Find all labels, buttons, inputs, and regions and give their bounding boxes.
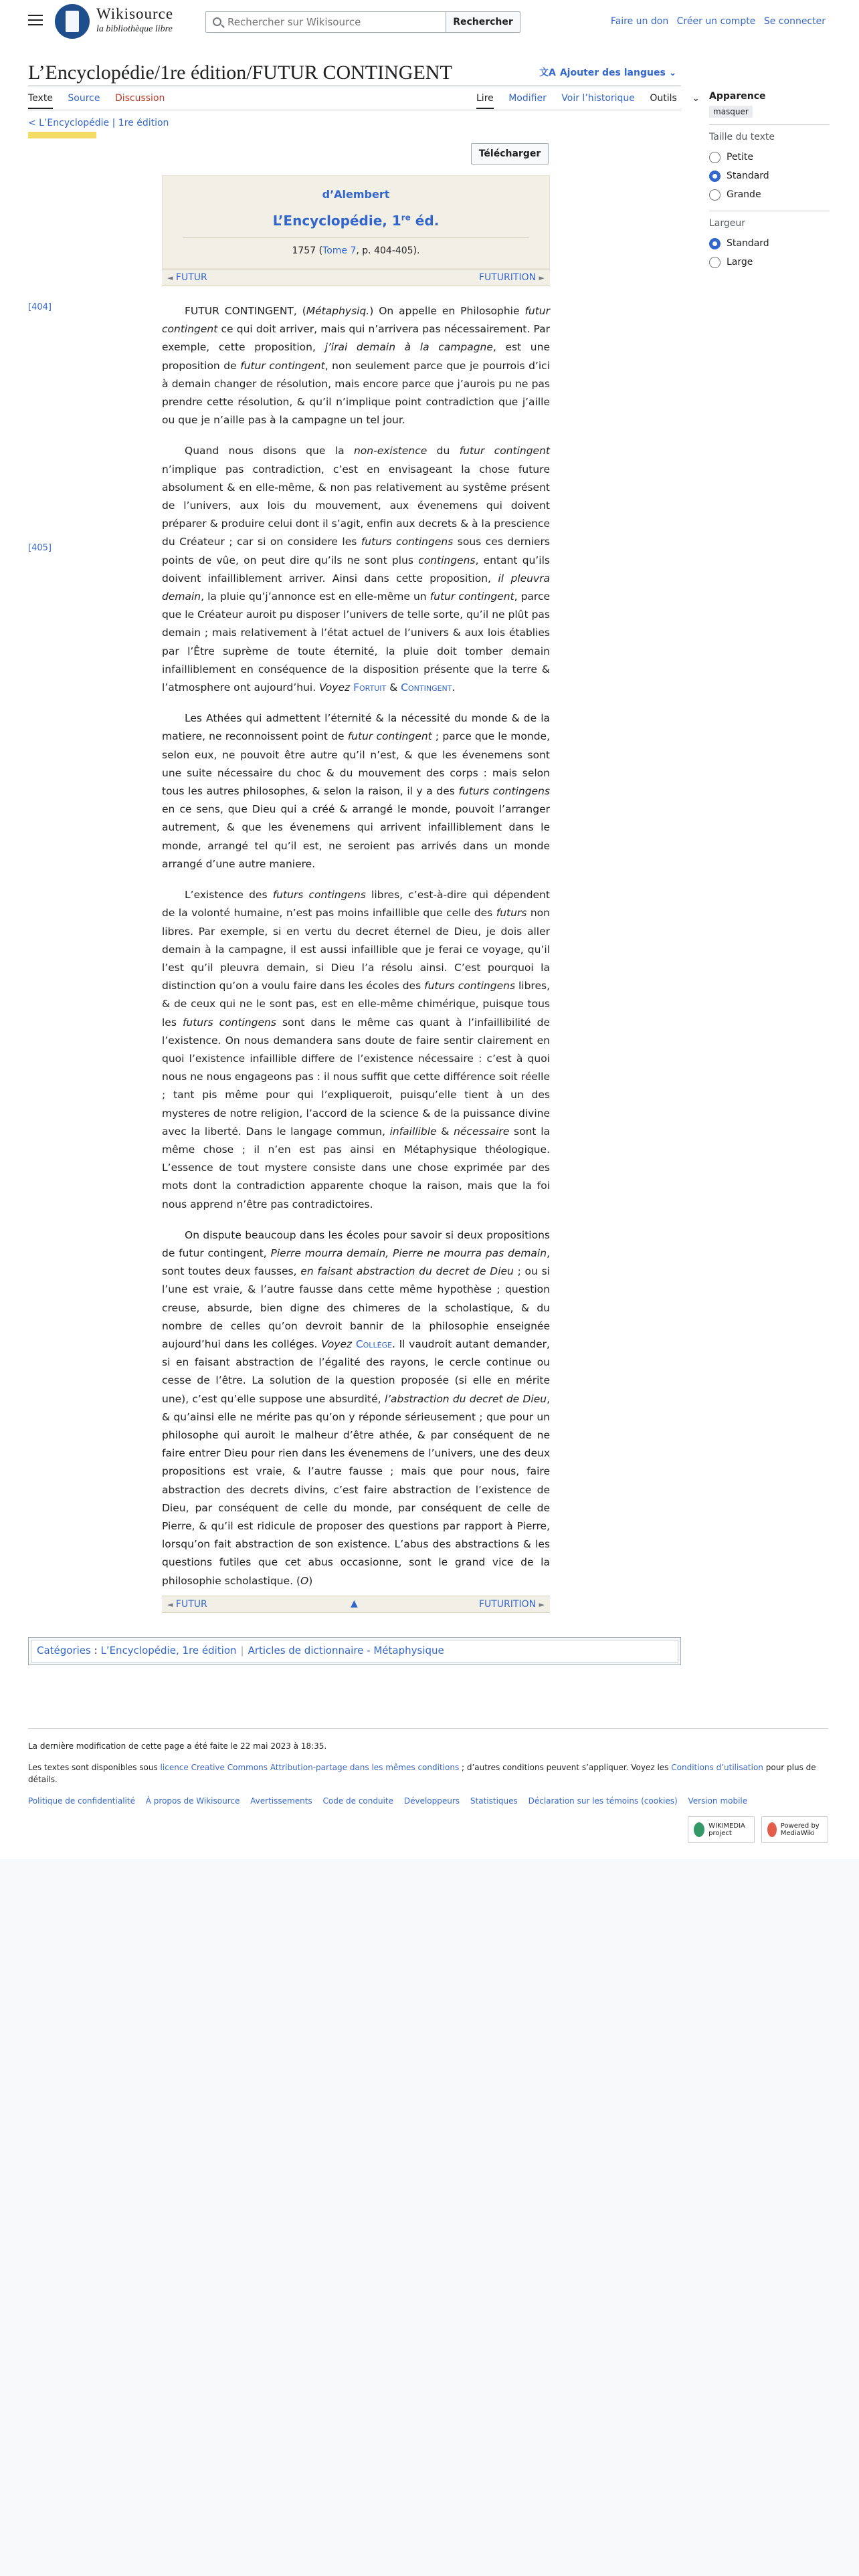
text-italic: futurs contingens: [424, 980, 516, 992]
prev-article[interactable]: [167, 1599, 207, 1610]
add-languages-label: Ajouter des langues: [559, 68, 666, 78]
tab-historique[interactable]: Voir l’historique: [561, 93, 635, 104]
text: . Il vaudroit autant demander, si en faisant abstraction de l’égalité des rayons, le cercle continue ou cesse de l’être. La solution de la question proposée (si elle en mérite une), c’est qu’elle suppose une absurdité,: [162, 1337, 550, 1405]
width-large-label: Large: [727, 257, 753, 267]
category-separator: |: [240, 1644, 244, 1656]
prev-article[interactable]: [167, 272, 207, 283]
text: Les textes sont disponibles sous: [28, 1763, 161, 1772]
license-info: [28, 1761, 828, 1786]
header-divider: [183, 237, 529, 238]
footer-link-conduct[interactable]: Code de conduite: [322, 1796, 394, 1806]
text-size-standard-option[interactable]: [709, 167, 830, 185]
namespace-tabs: [28, 93, 177, 104]
donate-link[interactable]: Faire un don: [610, 16, 669, 27]
site-name[interactable]: Wikisource: [96, 5, 174, 22]
download-button[interactable]: Télécharger: [471, 143, 549, 165]
tab-outils[interactable]: [650, 93, 712, 104]
work-title-sup: re: [401, 213, 411, 223]
radio-button-selected[interactable]: [709, 238, 721, 249]
text-italic: non-existence: [353, 445, 427, 457]
text: &: [436, 1125, 454, 1138]
text-italic: futur contingent: [240, 359, 325, 372]
categories-label-link[interactable]: Catégories: [37, 1644, 91, 1656]
text: ce qui doit arriver, mais qui n’arrivera pas nécessairement. Par exemple, cette proposition,: [162, 323, 550, 354]
user-links: [605, 16, 826, 27]
text: ; ou si l’une est vraie, & l’autre fausse dans cette même hypothèse ; question creuse, absurde, bien digne des chimeres de la scholastique, & du nombre de celles qu’on devroit bannir de la philosophie enseignée aujourd’hui dans les colléges.: [162, 1265, 550, 1350]
text: On dispute beaucoup dans les écoles pour savoir si deux propositions de futur contingent,: [162, 1228, 550, 1259]
search-icon: [213, 17, 221, 26]
pub-pages: , p. 404-405).: [356, 245, 420, 256]
up-arrow-icon[interactable]: ▲: [351, 1598, 358, 1609]
proofread-status-bar: [28, 132, 96, 138]
college-link[interactable]: Collége: [355, 1337, 392, 1350]
paragraph-5: [162, 1226, 550, 1590]
wikimedia-badge-text: WIKIMEDIA project: [708, 1822, 745, 1837]
pub-year: 1757 (: [292, 245, 323, 256]
footer-link-about[interactable]: À propos de Wikisource: [145, 1796, 240, 1806]
text-size-large-label: Grande: [727, 189, 761, 200]
wikimedia-logo-icon: [694, 1822, 704, 1837]
width-standard-label: Standard: [727, 238, 769, 249]
text: L’existence des: [185, 889, 273, 901]
contingent-link[interactable]: Contingent: [401, 681, 452, 694]
appearance-heading: Apparence: [709, 91, 766, 102]
next-article-link[interactable]: FUTURITION: [478, 272, 537, 283]
width-large-option[interactable]: [709, 253, 830, 272]
left-arrow-icon: ◄: [167, 1600, 173, 1609]
footer-link-developers[interactable]: Développeurs: [403, 1796, 460, 1806]
text: ): [308, 1574, 313, 1587]
footer-links: [28, 1795, 828, 1807]
paragraph-2: Quand nous disons que la non-existence du futur contingent n’implique pas contradiction, c’est en envisageant la chose futurе absolument & en elle-même, & non pas relativement au systême présent de l’univers, aux lois du mouvement, aux évenemens qui doivent préparer & produire celui dont il s’agit, enfin aux decrets & à la prescience du Créateur ; car si on considere les futurs contingens sous ces derniers points de vûe, on peut dire qu’ils ne sont plus contingens, entant qu’ils doivent infailliblement arriver. Ainsi dans cette proposition, il pleuvra demain, la pluie qu’j’annonce est en elle-même un futur contingent, parce que le Créateur auroit pu disposer l’univers de telle sorte, qu’il ne plût pas demain ; mais relativement à l’état actuel de l’univers & aux lois établies par l’Être suprème de toute éternité, la pluie doit tomber demain infailliblement en conséquence de la disposition présente que la terre & l’atmosphere ont aujourd’hui. Voyez Fortuit & Contingent.: [162, 445, 551, 694]
text-size-small-label: Petite: [727, 152, 754, 163]
width-label: Largeur: [709, 218, 746, 229]
text-italic: j’irai demain à la campagne: [324, 341, 493, 354]
main-menu-icon[interactable]: [28, 15, 43, 27]
tab-texte[interactable]: Texte: [28, 93, 53, 109]
paragraph-4: [162, 886, 550, 1214]
license-link[interactable]: licence Creative Commons Attribution-partage dans les mêmes conditions: [160, 1763, 460, 1772]
work-title-link[interactable]: [163, 213, 549, 229]
radio-button[interactable]: [709, 189, 721, 201]
category-link[interactable]: Articles de dictionnaire - Métaphysique: [248, 1644, 444, 1656]
tome-link[interactable]: Tome 7: [322, 245, 357, 256]
article-body: [162, 302, 550, 1603]
mediawiki-badge[interactable]: [761, 1816, 828, 1843]
last-modified: La dernière modification de cette page a été faite le 22 mai 2023 à 18:35.: [28, 1741, 327, 1751]
page-number-link[interactable]: [405]: [28, 543, 52, 553]
tab-discussion[interactable]: Discussion: [114, 93, 165, 104]
text-italic: futurs contingens: [182, 1016, 276, 1029]
view-tabs: [476, 93, 724, 104]
text-size-standard-label: Standard: [727, 171, 769, 181]
text: pour plus de détails.: [28, 1763, 816, 1784]
chevron-down-icon: ⌄: [692, 93, 700, 104]
text: en ce sens, que Dieu qui a créé & arrangé le monde, pouvoit l’arranger autrement, & que les évenemens qui arrivent infailliblement dans le monde, arrangé tel qu’il est, ne seroient pas arrivés dans un monde arrangé d’une autre maniere.: [162, 803, 550, 870]
text: libres, & de ceux qui ne le sont pas, est en elle-même chimérique, puisque tous les: [162, 980, 551, 1029]
next-article[interactable]: [479, 272, 545, 283]
work-title-text: L’Encyclopédie, 1: [272, 213, 401, 229]
text: , est une proposition de: [162, 341, 550, 372]
text-italic: futurs contingens: [361, 536, 454, 548]
text: du: [427, 445, 460, 457]
footer-link-stats[interactable]: Statistiques: [470, 1796, 518, 1806]
text-italic: Pierre mourra demain, Pierre ne mourra pas demain: [270, 1247, 547, 1259]
breadcrumb[interactable]: < L’Encyclopédie | 1re édition: [28, 118, 169, 128]
text: non libres. Par exemple, si en vertu du decret éternel de Dieu, je dois aller demain à la campagne, il est aussi infaillible que je ferai ce voyage, qu’il l’est qu’il pleuvra demain, si Dieu l’a résolu ainsi. C’est pourquoi la distinction qu’on a voulu faire dans les écoles des: [162, 907, 550, 992]
text: , parce que le Créateur auroit pu disposer l’univers de telle sorte, qu’il ne plût pas demain ; mais relativement à l’état actuel de l’univers & aux lois établies par l’Être suprème de toute éternité, la pluie doit tomber demain infailliblement en conséquence de la disposition présente que la terre & l’atmosphere ont aujourd’hui.: [162, 591, 551, 694]
right-arrow-icon: ►: [539, 1600, 545, 1609]
text-italic: futur contingent: [459, 445, 550, 457]
text-italic: en faisant abstraction du decret de Dieu: [300, 1265, 514, 1278]
text: sont dans le même cas quant à l’infaillibilité de l’existence. On nous demandera sans doute de faire sentir clairement en quoi l’existence infaillible differe de l’existence nécessaire : c’est à quoi nous ne nous engageons pas : il nous suffit que cette différence soit réelle ; tant pis même pour qui l’expliqueroit, puisqu’elle tient à un des mysteres de notre religion, l’accord de la science & de la puissance divine avec la liberté. Dans le langage commun,: [162, 1016, 550, 1138]
paragraph-1: [162, 302, 550, 429]
categories-list: [31, 1640, 678, 1662]
tab-source[interactable]: Source: [68, 93, 100, 104]
text: sous ces derniers points de vûe, on peut dire qu’ils ne sont plus: [162, 536, 550, 566]
radio-button-selected[interactable]: [709, 171, 721, 182]
footer-divider: [28, 1728, 828, 1729]
text: ; parce que le monde, selon eux, ne pouvoit être autre qu’il n’est, & que les évenemens sont une suite nécessaire du choc & du mouvement des corps : mais selon tous les autres philosophes, & selon la raison, il y a des: [162, 730, 550, 798]
article-nav-top: [162, 269, 550, 286]
page-number-link[interactable]: [404]: [28, 302, 52, 312]
text-italic: futurs: [496, 907, 527, 920]
text: Les Athées qui admettent l’éternité & la nécessité du monde & de la matiere, ne reconnoissent point de: [162, 712, 550, 743]
width-standard-option[interactable]: [709, 234, 830, 253]
text-italic: futurs contingens: [458, 785, 550, 798]
text: FUTUR CONTINGENT, (: [185, 305, 306, 317]
appearance-panel: [709, 91, 830, 272]
text-italic: nécessaire: [454, 1125, 510, 1138]
prev-article-link[interactable]: FUTUR: [175, 1599, 207, 1610]
footer: [28, 1740, 828, 1807]
text: sont la même chose ; il n’en est pas ainsi en Métaphysique théologique. L’essence de tout mystere consiste dans une chose exprimée par des mots dont la contradiction apparente choque la raison, mais que la foi nous apprend n’être pas contradictoires.: [162, 1125, 551, 1210]
right-arrow-icon: ►: [539, 274, 545, 282]
terms-link[interactable]: Conditions d’utilisation: [671, 1763, 763, 1772]
category-link[interactable]: L’Encyclopédie, 1re édition: [100, 1644, 237, 1656]
categories-box: [28, 1637, 681, 1665]
search-box: [205, 11, 446, 33]
voyez-text: Voyez: [319, 681, 351, 694]
text-italic: l’abstraction du decret de Dieu: [384, 1392, 547, 1405]
text: n’implique pas contradiction, c’est en envisageant la chose futurе absolument & en elle-même, & non pas relativement au systême présent de l’univers, aux lois du mouvement, aux évenemens qui doivent préparer & produire celui dont il s’agit, enfin aux decrets & à la prescience du Créateur ; car si on considere les: [162, 463, 550, 548]
text: , non seulement parce que je pourrois d’ici à demain changer de résolution, mais encore parce que j’aurois pu ne pas prendre cette résolution, & qu’il n’implique point contradiction que j’aille ou que je n’aille pas à la campagne un tel jour.: [162, 359, 551, 427]
text-italic: futur contingent: [162, 305, 550, 336]
text: ) On appelle en Philosophie: [369, 305, 525, 317]
hide-appearance-button[interactable]: masquer: [709, 106, 753, 118]
add-languages-button[interactable]: [539, 66, 676, 79]
login-link[interactable]: Se connecter: [763, 16, 826, 27]
page-number-405[interactable]: [28, 543, 52, 553]
work-header: [162, 175, 550, 269]
footer-link-privacy[interactable]: Politique de confidentialité: [28, 1796, 135, 1806]
text-size-label: Taille du texte: [709, 132, 775, 142]
work-title-end: éd.: [410, 213, 440, 229]
search-button[interactable]: Rechercher: [446, 11, 520, 33]
text: libres, c’est-à-dire qui dépendent de la volonté humaine, n’est pas moins infaillible que celle des: [162, 889, 550, 920]
text-italic: il pleuvra demain: [162, 572, 550, 603]
radio-button[interactable]: [709, 152, 721, 163]
publication-info: [163, 245, 549, 256]
footer-link-mobile[interactable]: Version mobile: [688, 1796, 748, 1806]
next-article[interactable]: [479, 1599, 545, 1610]
wikisource-logo-icon[interactable]: [55, 4, 90, 39]
text: , & qu’ainsi elle ne mérite pas qu’on y réponde sérieusement ; que pour un philosophe qui auroit le malheur d’être athée, & par conséquent de ne faire entrer Dieu pour rien dans les évenemens de l’univers, une des deux propositions est vraie, & l’autre fausse ; mais que pour nous, faire abstraction des decrets divins, c’est faire abstraction de l’existence de Dieu, par conséquent de celle du monde, par conséquent de celle de Pierre, & qu’il est ridicule de proposer des questions par rapport à Pierre, lorsqu’on fait abstraction de son existence. L’abus des abstractions & les questions futiles que cet abus occasionne, sont le grand vice de la philosophie scholastique. (: [162, 1392, 550, 1587]
article-nav-bottom: [162, 1596, 550, 1613]
text-italic: futur contingent: [347, 730, 432, 743]
footer-badges: [688, 1816, 828, 1843]
tab-lire[interactable]: Lire: [476, 93, 494, 109]
mediawiki-badge-text: Powered by MediaWiki: [780, 1822, 820, 1837]
left-arrow-icon: ◄: [167, 274, 173, 282]
colon: :: [90, 1644, 101, 1656]
page-title: L’Encyclopédie/1re édition/FUTUR CONTINGENT: [28, 62, 452, 84]
fortuit-link[interactable]: Fortuit: [353, 681, 387, 694]
text-italic: futurs contingens: [272, 889, 366, 901]
text: , la pluie qu’j’annonce est en elle-même un: [201, 591, 430, 603]
footer-link-cookies[interactable]: Déclaration sur les témoins (cookies): [528, 1796, 678, 1806]
page-number-404[interactable]: [28, 302, 52, 312]
text-italic: futur contingent: [430, 591, 514, 603]
author-initial: O: [300, 1574, 309, 1587]
radio-button[interactable]: [709, 257, 721, 268]
text-italic: infaillible: [389, 1125, 437, 1138]
create-account-link[interactable]: Créer un compte: [676, 16, 756, 27]
text-italic: contingens: [418, 554, 476, 566]
chevron-down-icon: ⌄: [668, 68, 677, 78]
text: , sont toutes deux fausses,: [162, 1247, 550, 1278]
next-article-link[interactable]: FUTURITION: [478, 1599, 537, 1610]
text-size-small-option[interactable]: [709, 148, 830, 167]
footer-link-disclaimers[interactable]: Avertissements: [250, 1796, 312, 1806]
site-header: [0, 0, 859, 45]
text-size-large-option[interactable]: [709, 185, 830, 204]
text-italic: Métaphysiq.: [306, 305, 370, 317]
text: ; d’autres conditions peuvent s’appliquer. Voyez les: [459, 1763, 672, 1772]
tab-outils-label: Outils: [650, 93, 677, 104]
translate-icon: 文A: [539, 68, 556, 78]
author-link[interactable]: d’Alembert: [322, 188, 390, 201]
text: Quand nous disons que la: [185, 445, 354, 457]
appearance-divider: [709, 124, 830, 125]
paragraph-3: [162, 710, 550, 873]
prev-article-link[interactable]: FUTUR: [175, 272, 207, 283]
tab-modifier[interactable]: Modifier: [508, 93, 547, 104]
wikimedia-badge[interactable]: [688, 1816, 755, 1843]
voyez-text: Voyez: [321, 1337, 353, 1350]
text: , entant qu’ils doivent infailliblement arriver. Ainsi dans cette proposition,: [162, 554, 550, 584]
mediawiki-logo-icon: [767, 1822, 777, 1837]
site-tagline: la bibliothèque libre: [96, 24, 173, 34]
search-input[interactable]: [227, 12, 442, 32]
